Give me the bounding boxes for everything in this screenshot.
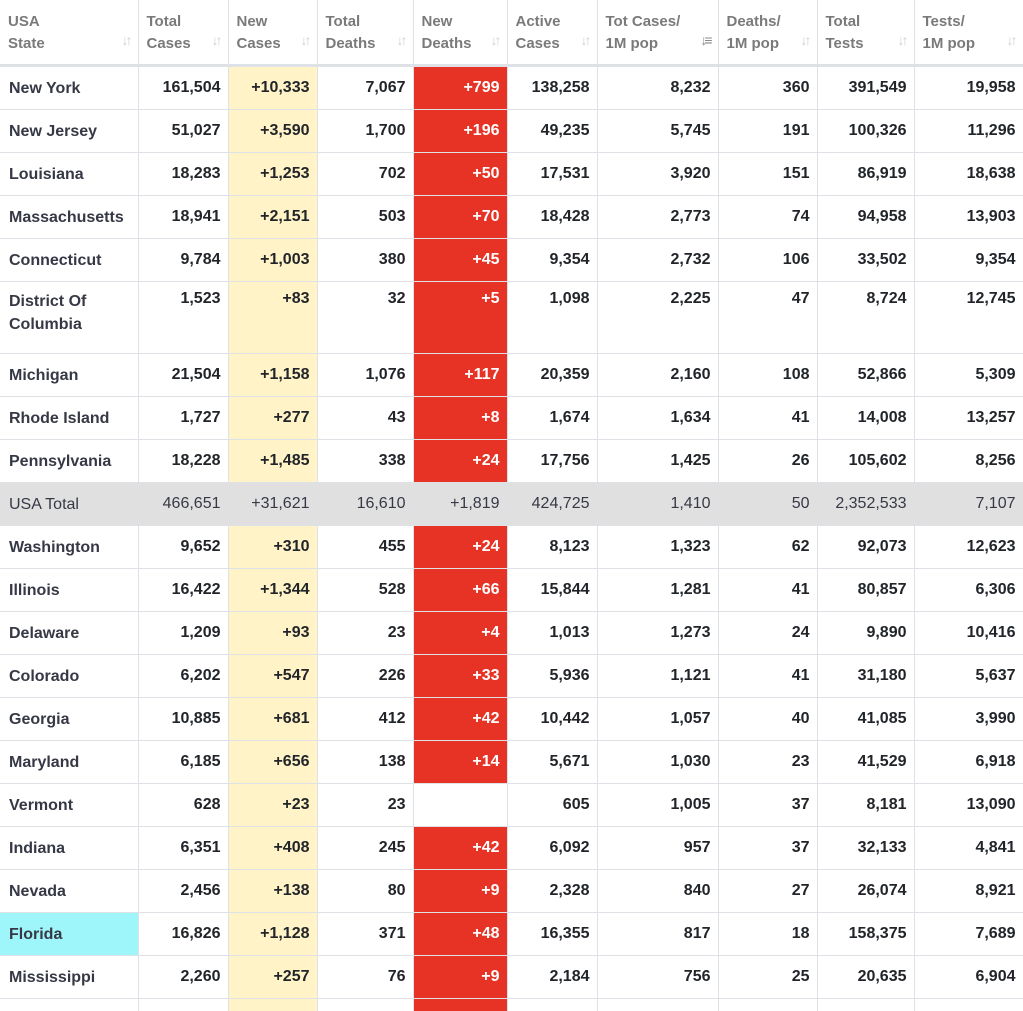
state-cell[interactable]: Vermont xyxy=(0,784,138,827)
active-cases-cell: 424,725 xyxy=(507,483,597,526)
table-row xyxy=(0,110,1023,153)
table-row xyxy=(0,569,1023,612)
total-deaths-cell: 455 xyxy=(317,526,413,569)
new-deaths-cell: +42 xyxy=(413,698,507,741)
state-cell[interactable]: Delaware xyxy=(0,612,138,655)
table-row xyxy=(0,784,1023,827)
empty-cell xyxy=(138,999,228,1011)
state-cell[interactable]: Pennsylvania xyxy=(0,440,138,483)
sort-icon[interactable]: ↓↑ xyxy=(581,29,589,51)
table-row xyxy=(0,354,1023,397)
active-cases-cell: 1,674 xyxy=(507,397,597,440)
total-tests-cell: 31,180 xyxy=(817,655,914,698)
table-row xyxy=(0,956,1023,999)
tot-cases-per-1m-cell: 840 xyxy=(597,870,718,913)
state-cell[interactable]: Connecticut xyxy=(0,239,138,282)
new-deaths-cell: +66 xyxy=(413,569,507,612)
state-cell[interactable]: Illinois xyxy=(0,569,138,612)
total-cases-cell: 9,652 xyxy=(138,526,228,569)
sort-descending-icon[interactable]: ↓≡ xyxy=(700,29,709,51)
sort-icon[interactable]: ↓↑ xyxy=(122,29,130,51)
new-deaths-cell: +14 xyxy=(413,741,507,784)
total-deaths-cell: 380 xyxy=(317,239,413,282)
total-deaths-cell: 7,067 xyxy=(317,66,413,110)
total-deaths-cell: 43 xyxy=(317,397,413,440)
total-deaths-cell: 245 xyxy=(317,827,413,870)
tests-per-1m-cell: 11,296 xyxy=(914,110,1023,153)
active-cases-cell: 16,355 xyxy=(507,913,597,956)
total-tests-cell: 86,919 xyxy=(817,153,914,196)
table-row xyxy=(0,612,1023,655)
total-cases-cell: 161,504 xyxy=(138,66,228,110)
new-deaths-cell: +196 xyxy=(413,110,507,153)
total-cases-cell: 6,202 xyxy=(138,655,228,698)
total-cases-cell: 1,727 xyxy=(138,397,228,440)
new-deaths-cell: +799 xyxy=(413,66,507,110)
total-deaths-cell: 371 xyxy=(317,913,413,956)
table-row xyxy=(0,66,1023,110)
total-deaths-cell: 76 xyxy=(317,956,413,999)
total-cases-cell: 51,027 xyxy=(138,110,228,153)
tests-per-1m-cell: 8,256 xyxy=(914,440,1023,483)
active-cases-cell: 15,844 xyxy=(507,569,597,612)
state-cell[interactable]: New York xyxy=(0,66,138,110)
deaths-per-1m-cell: 37 xyxy=(718,784,817,827)
table-body xyxy=(0,66,1023,1011)
total-deaths-cell: 138 xyxy=(317,741,413,784)
tot-cases-per-1m-cell: 2,773 xyxy=(597,196,718,239)
total-tests-cell: 391,549 xyxy=(817,66,914,110)
total-tests-cell: 158,375 xyxy=(817,913,914,956)
tot-cases-per-1m-cell: 1,057 xyxy=(597,698,718,741)
tot-cases-per-1m-cell: 1,410 xyxy=(597,483,718,526)
active-cases-cell: 1,013 xyxy=(507,612,597,655)
new-cases-cell: +23 xyxy=(228,784,317,827)
active-cases-cell: 18,428 xyxy=(507,196,597,239)
active-cases-cell: 2,184 xyxy=(507,956,597,999)
state-cell[interactable]: Rhode Island xyxy=(0,397,138,440)
tot-cases-per-1m-cell: 756 xyxy=(597,956,718,999)
state-cell[interactable]: Massachusetts xyxy=(0,196,138,239)
tot-cases-per-1m-cell: 5,745 xyxy=(597,110,718,153)
active-cases-cell: 5,936 xyxy=(507,655,597,698)
total-cases-cell: 466,651 xyxy=(138,483,228,526)
total-cases-cell: 16,826 xyxy=(138,913,228,956)
tot-cases-per-1m-cell: 1,323 xyxy=(597,526,718,569)
active-cases-cell: 605 xyxy=(507,784,597,827)
column-header-state[interactable]: USA State ↓↑ xyxy=(0,0,138,66)
new-cases-cell: +3,590 xyxy=(228,110,317,153)
tests-per-1m-cell: 19,958 xyxy=(914,66,1023,110)
new-deaths-cell: +5 xyxy=(413,282,507,354)
state-cell[interactable]: New Jersey xyxy=(0,110,138,153)
deaths-per-1m-cell: 151 xyxy=(718,153,817,196)
total-tests-cell: 8,724 xyxy=(817,282,914,354)
tests-per-1m-cell: 13,090 xyxy=(914,784,1023,827)
active-cases-cell: 17,531 xyxy=(507,153,597,196)
tests-per-1m-cell: 13,903 xyxy=(914,196,1023,239)
new-cases-cell: +656 xyxy=(228,741,317,784)
total-tests-cell: 26,074 xyxy=(817,870,914,913)
total-cases-cell: 18,283 xyxy=(138,153,228,196)
column-header-total-cases[interactable]: Total Cases ↓↑ xyxy=(138,0,228,66)
total-tests-cell: 8,181 xyxy=(817,784,914,827)
table-row-partial xyxy=(0,999,1023,1011)
state-cell[interactable]: Washington xyxy=(0,526,138,569)
total-tests-cell: 9,890 xyxy=(817,612,914,655)
total-deaths-cell: 16,610 xyxy=(317,483,413,526)
state-cell[interactable]: Indiana xyxy=(0,827,138,870)
new-cases-cell: +1,485 xyxy=(228,440,317,483)
table-row xyxy=(0,153,1023,196)
deaths-per-1m-cell: 106 xyxy=(718,239,817,282)
new-deaths-cell: +24 xyxy=(413,440,507,483)
new-cases-cell: +408 xyxy=(228,827,317,870)
total-deaths-cell: 412 xyxy=(317,698,413,741)
table-row xyxy=(0,196,1023,239)
total-deaths-cell: 32 xyxy=(317,282,413,354)
total-cases-cell: 10,885 xyxy=(138,698,228,741)
table-row xyxy=(0,870,1023,913)
state-cell[interactable]: Colorado xyxy=(0,655,138,698)
active-cases-cell: 5,671 xyxy=(507,741,597,784)
deaths-per-1m-cell: 24 xyxy=(718,612,817,655)
state-cell: USA Total xyxy=(0,483,138,526)
tot-cases-per-1m-cell: 2,160 xyxy=(597,354,718,397)
total-cases-cell: 1,209 xyxy=(138,612,228,655)
deaths-per-1m-cell: 41 xyxy=(718,569,817,612)
tests-per-1m-cell: 12,623 xyxy=(914,526,1023,569)
new-cases-cell: +257 xyxy=(228,956,317,999)
sort-icon[interactable]: ↓↑ xyxy=(1007,29,1015,51)
empty-cell xyxy=(914,999,1023,1011)
tot-cases-per-1m-cell: 1,030 xyxy=(597,741,718,784)
deaths-per-1m-cell: 108 xyxy=(718,354,817,397)
tot-cases-per-1m-cell: 1,634 xyxy=(597,397,718,440)
total-deaths-cell: 23 xyxy=(317,784,413,827)
new-deaths-cell: +50 xyxy=(413,153,507,196)
state-cell[interactable]: Florida xyxy=(0,913,138,956)
total-deaths-cell: 80 xyxy=(317,870,413,913)
table-row xyxy=(0,913,1023,956)
total-tests-cell: 20,635 xyxy=(817,956,914,999)
tests-per-1m-cell: 6,918 xyxy=(914,741,1023,784)
new-deaths-cell: +8 xyxy=(413,397,507,440)
total-tests-cell: 80,857 xyxy=(817,569,914,612)
empty-cell xyxy=(317,999,413,1011)
total-deaths-cell: 702 xyxy=(317,153,413,196)
table-row xyxy=(0,698,1023,741)
state-cell[interactable]: Michigan xyxy=(0,354,138,397)
new-cases-cell: +2,151 xyxy=(228,196,317,239)
tests-per-1m-cell: 7,689 xyxy=(914,913,1023,956)
new-deaths-cell: +9 xyxy=(413,956,507,999)
column-header-total-tests[interactable]: Total Tests ↓↑ xyxy=(817,0,914,66)
deaths-per-1m-cell: 47 xyxy=(718,282,817,354)
deaths-per-1m-cell: 27 xyxy=(718,870,817,913)
tests-per-1m-cell: 18,638 xyxy=(914,153,1023,196)
total-cases-cell: 2,260 xyxy=(138,956,228,999)
total-tests-cell: 94,958 xyxy=(817,196,914,239)
total-cases-cell: 18,941 xyxy=(138,196,228,239)
new-deaths-cell: +117 xyxy=(413,354,507,397)
new-cases-cell: +1,253 xyxy=(228,153,317,196)
tests-per-1m-cell: 6,904 xyxy=(914,956,1023,999)
deaths-per-1m-cell: 26 xyxy=(718,440,817,483)
new-deaths-cell: +33 xyxy=(413,655,507,698)
table-row xyxy=(0,397,1023,440)
new-cases-cell: +10,333 xyxy=(228,66,317,110)
new-cases-cell: +83 xyxy=(228,282,317,354)
state-cell[interactable]: Nevada xyxy=(0,870,138,913)
tests-per-1m-cell: 6,306 xyxy=(914,569,1023,612)
total-cases-cell: 2,456 xyxy=(138,870,228,913)
column-header-tot-cases-per-1m[interactable]: Tot Cases/ 1M pop ↓≡ xyxy=(597,0,718,66)
new-deaths-cell: +1,819 xyxy=(413,483,507,526)
column-header-new-deaths[interactable]: New Deaths ↓↑ xyxy=(413,0,507,66)
total-tests-cell: 105,602 xyxy=(817,440,914,483)
deaths-per-1m-cell: 62 xyxy=(718,526,817,569)
state-cell[interactable]: Maryland xyxy=(0,741,138,784)
table-row xyxy=(0,239,1023,282)
sort-icon[interactable]: ↓↑ xyxy=(801,29,809,51)
deaths-per-1m-cell: 41 xyxy=(718,655,817,698)
new-cases-cell: +1,003 xyxy=(228,239,317,282)
active-cases-cell: 1,098 xyxy=(507,282,597,354)
total-deaths-cell: 226 xyxy=(317,655,413,698)
new-deaths-cell: +45 xyxy=(413,239,507,282)
total-tests-cell: 32,133 xyxy=(817,827,914,870)
new-cases-cell: +1,344 xyxy=(228,569,317,612)
total-deaths-cell: 1,076 xyxy=(317,354,413,397)
empty-cell xyxy=(413,999,507,1011)
total-tests-cell: 14,008 xyxy=(817,397,914,440)
active-cases-cell: 9,354 xyxy=(507,239,597,282)
total-cases-cell: 628 xyxy=(138,784,228,827)
total-tests-cell: 92,073 xyxy=(817,526,914,569)
total-tests-cell: 41,085 xyxy=(817,698,914,741)
new-cases-cell: +1,158 xyxy=(228,354,317,397)
table-row xyxy=(0,655,1023,698)
new-cases-cell: +31,621 xyxy=(228,483,317,526)
tot-cases-per-1m-cell: 1,121 xyxy=(597,655,718,698)
total-cases-cell: 18,228 xyxy=(138,440,228,483)
deaths-per-1m-cell: 74 xyxy=(718,196,817,239)
sort-icon[interactable]: ↓↑ xyxy=(898,29,906,51)
new-cases-cell: +547 xyxy=(228,655,317,698)
sort-icon[interactable]: ↓↑ xyxy=(212,29,220,51)
total-tests-cell: 33,502 xyxy=(817,239,914,282)
new-deaths-cell: +24 xyxy=(413,526,507,569)
table-row xyxy=(0,526,1023,569)
tests-per-1m-cell: 4,841 xyxy=(914,827,1023,870)
tests-per-1m-cell: 8,921 xyxy=(914,870,1023,913)
tot-cases-per-1m-cell: 1,005 xyxy=(597,784,718,827)
state-cell[interactable]: Georgia xyxy=(0,698,138,741)
tests-per-1m-cell: 12,745 xyxy=(914,282,1023,354)
active-cases-cell: 17,756 xyxy=(507,440,597,483)
table-row xyxy=(0,282,1023,354)
total-deaths-cell: 1,700 xyxy=(317,110,413,153)
deaths-per-1m-cell: 37 xyxy=(718,827,817,870)
deaths-per-1m-cell: 50 xyxy=(718,483,817,526)
total-cases-cell: 16,422 xyxy=(138,569,228,612)
new-cases-cell: +310 xyxy=(228,526,317,569)
new-deaths-cell: +4 xyxy=(413,612,507,655)
table-row xyxy=(0,440,1023,483)
tot-cases-per-1m-cell: 8,232 xyxy=(597,66,718,110)
usa-total-row xyxy=(0,483,1023,526)
total-cases-cell: 1,523 xyxy=(138,282,228,354)
new-deaths-cell: +9 xyxy=(413,870,507,913)
new-cases-cell: +681 xyxy=(228,698,317,741)
tests-per-1m-cell: 10,416 xyxy=(914,612,1023,655)
empty-cell xyxy=(817,999,914,1011)
total-tests-cell: 52,866 xyxy=(817,354,914,397)
tests-per-1m-cell: 7,107 xyxy=(914,483,1023,526)
deaths-per-1m-cell: 25 xyxy=(718,956,817,999)
tot-cases-per-1m-cell: 1,425 xyxy=(597,440,718,483)
total-deaths-cell: 503 xyxy=(317,196,413,239)
deaths-per-1m-cell: 23 xyxy=(718,741,817,784)
deaths-per-1m-cell: 18 xyxy=(718,913,817,956)
new-cases-cell: +138 xyxy=(228,870,317,913)
tests-per-1m-cell: 9,354 xyxy=(914,239,1023,282)
total-cases-cell: 6,351 xyxy=(138,827,228,870)
state-cell[interactable]: District Of Columbia xyxy=(0,282,138,354)
new-deaths-cell: +48 xyxy=(413,913,507,956)
new-deaths-cell: +70 xyxy=(413,196,507,239)
state-cell[interactable]: Louisiana xyxy=(0,153,138,196)
column-header-deaths-per-1m[interactable]: Deaths/ 1M pop ↓↑ xyxy=(718,0,817,66)
sort-icon[interactable]: ↓↑ xyxy=(491,29,499,51)
total-tests-cell: 41,529 xyxy=(817,741,914,784)
header-row xyxy=(0,0,1023,66)
new-deaths-cell: +42 xyxy=(413,827,507,870)
sort-icon[interactable]: ↓↑ xyxy=(397,29,405,51)
active-cases-cell: 2,328 xyxy=(507,870,597,913)
table-row xyxy=(0,827,1023,870)
tot-cases-per-1m-cell: 3,920 xyxy=(597,153,718,196)
column-header-total-deaths[interactable]: Total Deaths ↓↑ xyxy=(317,0,413,66)
deaths-per-1m-cell: 360 xyxy=(718,66,817,110)
deaths-per-1m-cell: 191 xyxy=(718,110,817,153)
new-cases-cell: +277 xyxy=(228,397,317,440)
empty-cell xyxy=(718,999,817,1011)
tests-per-1m-cell: 13,257 xyxy=(914,397,1023,440)
column-header-tests-per-1m[interactable]: Tests/ 1M pop ↓↑ xyxy=(914,0,1023,66)
column-header-new-cases[interactable]: New Cases ↓↑ xyxy=(228,0,317,66)
new-cases-cell: +1,128 xyxy=(228,913,317,956)
new-cases-cell: +93 xyxy=(228,612,317,655)
tot-cases-per-1m-cell: 1,273 xyxy=(597,612,718,655)
new-deaths-cell xyxy=(413,784,507,827)
tests-per-1m-cell: 3,990 xyxy=(914,698,1023,741)
tot-cases-per-1m-cell: 2,732 xyxy=(597,239,718,282)
tests-per-1m-cell: 5,309 xyxy=(914,354,1023,397)
active-cases-cell: 138,258 xyxy=(507,66,597,110)
tot-cases-per-1m-cell: 1,281 xyxy=(597,569,718,612)
tot-cases-per-1m-cell: 817 xyxy=(597,913,718,956)
active-cases-cell: 20,359 xyxy=(507,354,597,397)
active-cases-cell: 6,092 xyxy=(507,827,597,870)
empty-cell xyxy=(228,999,317,1011)
total-cases-cell: 21,504 xyxy=(138,354,228,397)
tests-per-1m-cell: 5,637 xyxy=(914,655,1023,698)
sort-icon[interactable]: ↓↑ xyxy=(301,29,309,51)
column-header-active-cases[interactable]: Active Cases ↓↑ xyxy=(507,0,597,66)
active-cases-cell: 8,123 xyxy=(507,526,597,569)
active-cases-cell: 10,442 xyxy=(507,698,597,741)
deaths-per-1m-cell: 41 xyxy=(718,397,817,440)
total-deaths-cell: 528 xyxy=(317,569,413,612)
total-deaths-cell: 23 xyxy=(317,612,413,655)
tot-cases-per-1m-cell: 2,225 xyxy=(597,282,718,354)
state-cell[interactable]: Mississippi xyxy=(0,956,138,999)
total-cases-cell: 9,784 xyxy=(138,239,228,282)
active-cases-cell: 49,235 xyxy=(507,110,597,153)
total-tests-cell: 100,326 xyxy=(817,110,914,153)
total-cases-cell: 6,185 xyxy=(138,741,228,784)
table-row xyxy=(0,741,1023,784)
total-tests-cell: 2,352,533 xyxy=(817,483,914,526)
total-deaths-cell: 338 xyxy=(317,440,413,483)
deaths-per-1m-cell: 40 xyxy=(718,698,817,741)
empty-cell xyxy=(597,999,718,1011)
tot-cases-per-1m-cell: 957 xyxy=(597,827,718,870)
empty-cell xyxy=(507,999,597,1011)
empty-cell xyxy=(0,999,138,1011)
